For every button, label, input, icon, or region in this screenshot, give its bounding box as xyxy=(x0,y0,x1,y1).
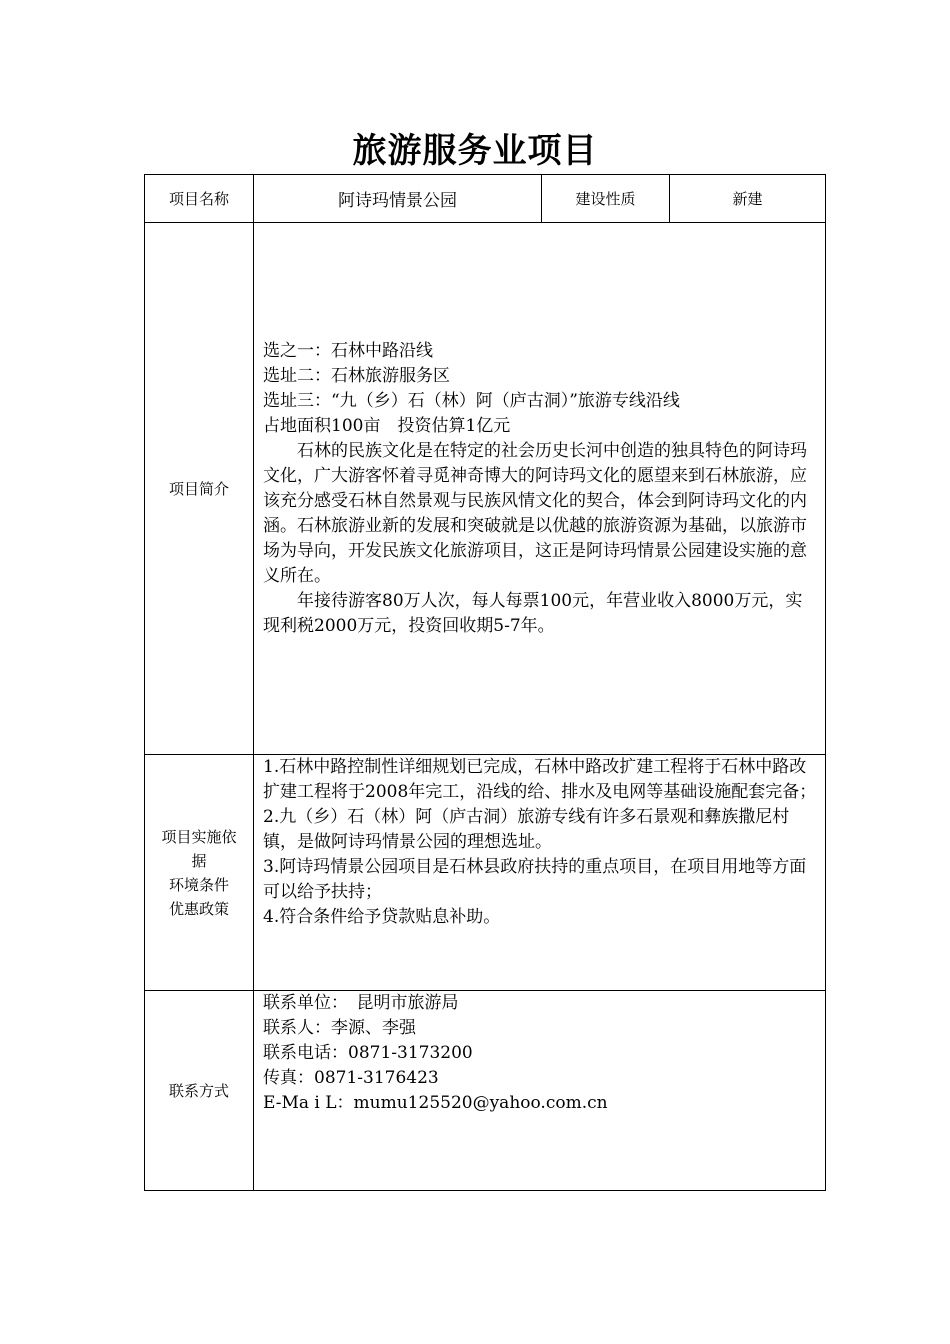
basis-item-3: 3.阿诗玛情景公园项目是石林县政府扶持的重点项目，在项目用地等方面可以给予扶持； xyxy=(263,857,807,902)
contact-content xyxy=(254,991,826,1191)
page-title: 旅游服务业项目 xyxy=(352,131,598,171)
site-option-1: 选之一：石林中路沿线 xyxy=(263,340,433,361)
basis-label-line-2: 据 xyxy=(191,851,207,870)
contact-row xyxy=(145,991,826,1191)
construction-type-label: 建设性质 xyxy=(542,175,670,223)
basis-item-4: 4.符合条件给予贷款贴息补助。 xyxy=(263,907,501,927)
basis-label-line-4: 优惠政策 xyxy=(168,899,229,918)
contact-person: 联系人：李源、李强 xyxy=(263,1018,416,1038)
site-option-3: 选址三：“九（乡）石（林）阿（庐古洞）”旅游专线沿线 xyxy=(263,390,680,411)
basis-item-2: 2.九（乡）石（林）阿（庐古洞）旅游专线有许多石景观和彝族撒尼村镇，是做阿诗玛情景公园的理想选址。 xyxy=(263,807,790,852)
construction-type-value: 新建 xyxy=(670,175,826,223)
basis-content xyxy=(254,755,826,991)
contact-label: 联系方式 xyxy=(145,991,254,1191)
contact-email: E-Ma i L：mumu125520@yahoo.com.cn xyxy=(263,1093,608,1113)
intro-paragraph-1: 石林的民族文化是在特定的社会历史长河中创造的独具特色的阿诗玛文化，广大游客怀着寻觅神奇博大的阿诗玛文化的愿望来到石林旅游，应该充分感受石林自然景观与民族风情文化的契合，体会到阿诗玛文化的内涵。石林旅游业新的发展和突破就是以优越的旅游资源为基础，以旅游市场为导向，开发民族文化旅游项目，这正是阿诗玛情景公园建设实施的意义所在。 xyxy=(263,440,807,586)
intro-content xyxy=(254,223,826,755)
basis-label xyxy=(145,755,254,991)
basis-item-1: 1.石林中路控制性详细规划已完成，石林中路改扩建工程将于石林中路改扩建工程将于2008年完工，沿线的给、排水及电网等基础设施配套完备； xyxy=(263,757,817,802)
intro-row xyxy=(145,223,826,755)
project-name-value: 阿诗玛情景公园 xyxy=(254,175,542,223)
contact-fax: 传真：0871-3176423 xyxy=(263,1068,439,1088)
contact-phone: 联系电话：0871-3173200 xyxy=(263,1043,473,1063)
basis-label-line-3: 环境条件 xyxy=(168,875,229,894)
header-row xyxy=(145,175,826,223)
basis-row xyxy=(145,755,826,991)
contact-unit: 联系单位： 昆明市旅游局 xyxy=(263,993,459,1013)
intro-label: 项目简介 xyxy=(145,223,254,755)
project-name-label: 项目名称 xyxy=(145,175,254,223)
site-option-2: 选址二：石林旅游服务区 xyxy=(263,365,450,386)
area-investment: 占地面积100亩 投资估算1亿元 xyxy=(263,415,511,436)
intro-paragraph-2: 年接待游客80万人次，每人每票100元，年营业收入8000万元，实现利税2000万元，投资回收期5-7年。 xyxy=(263,590,803,636)
basis-label-line-1: 项目实施依 xyxy=(161,827,237,846)
project-table xyxy=(144,174,826,1191)
